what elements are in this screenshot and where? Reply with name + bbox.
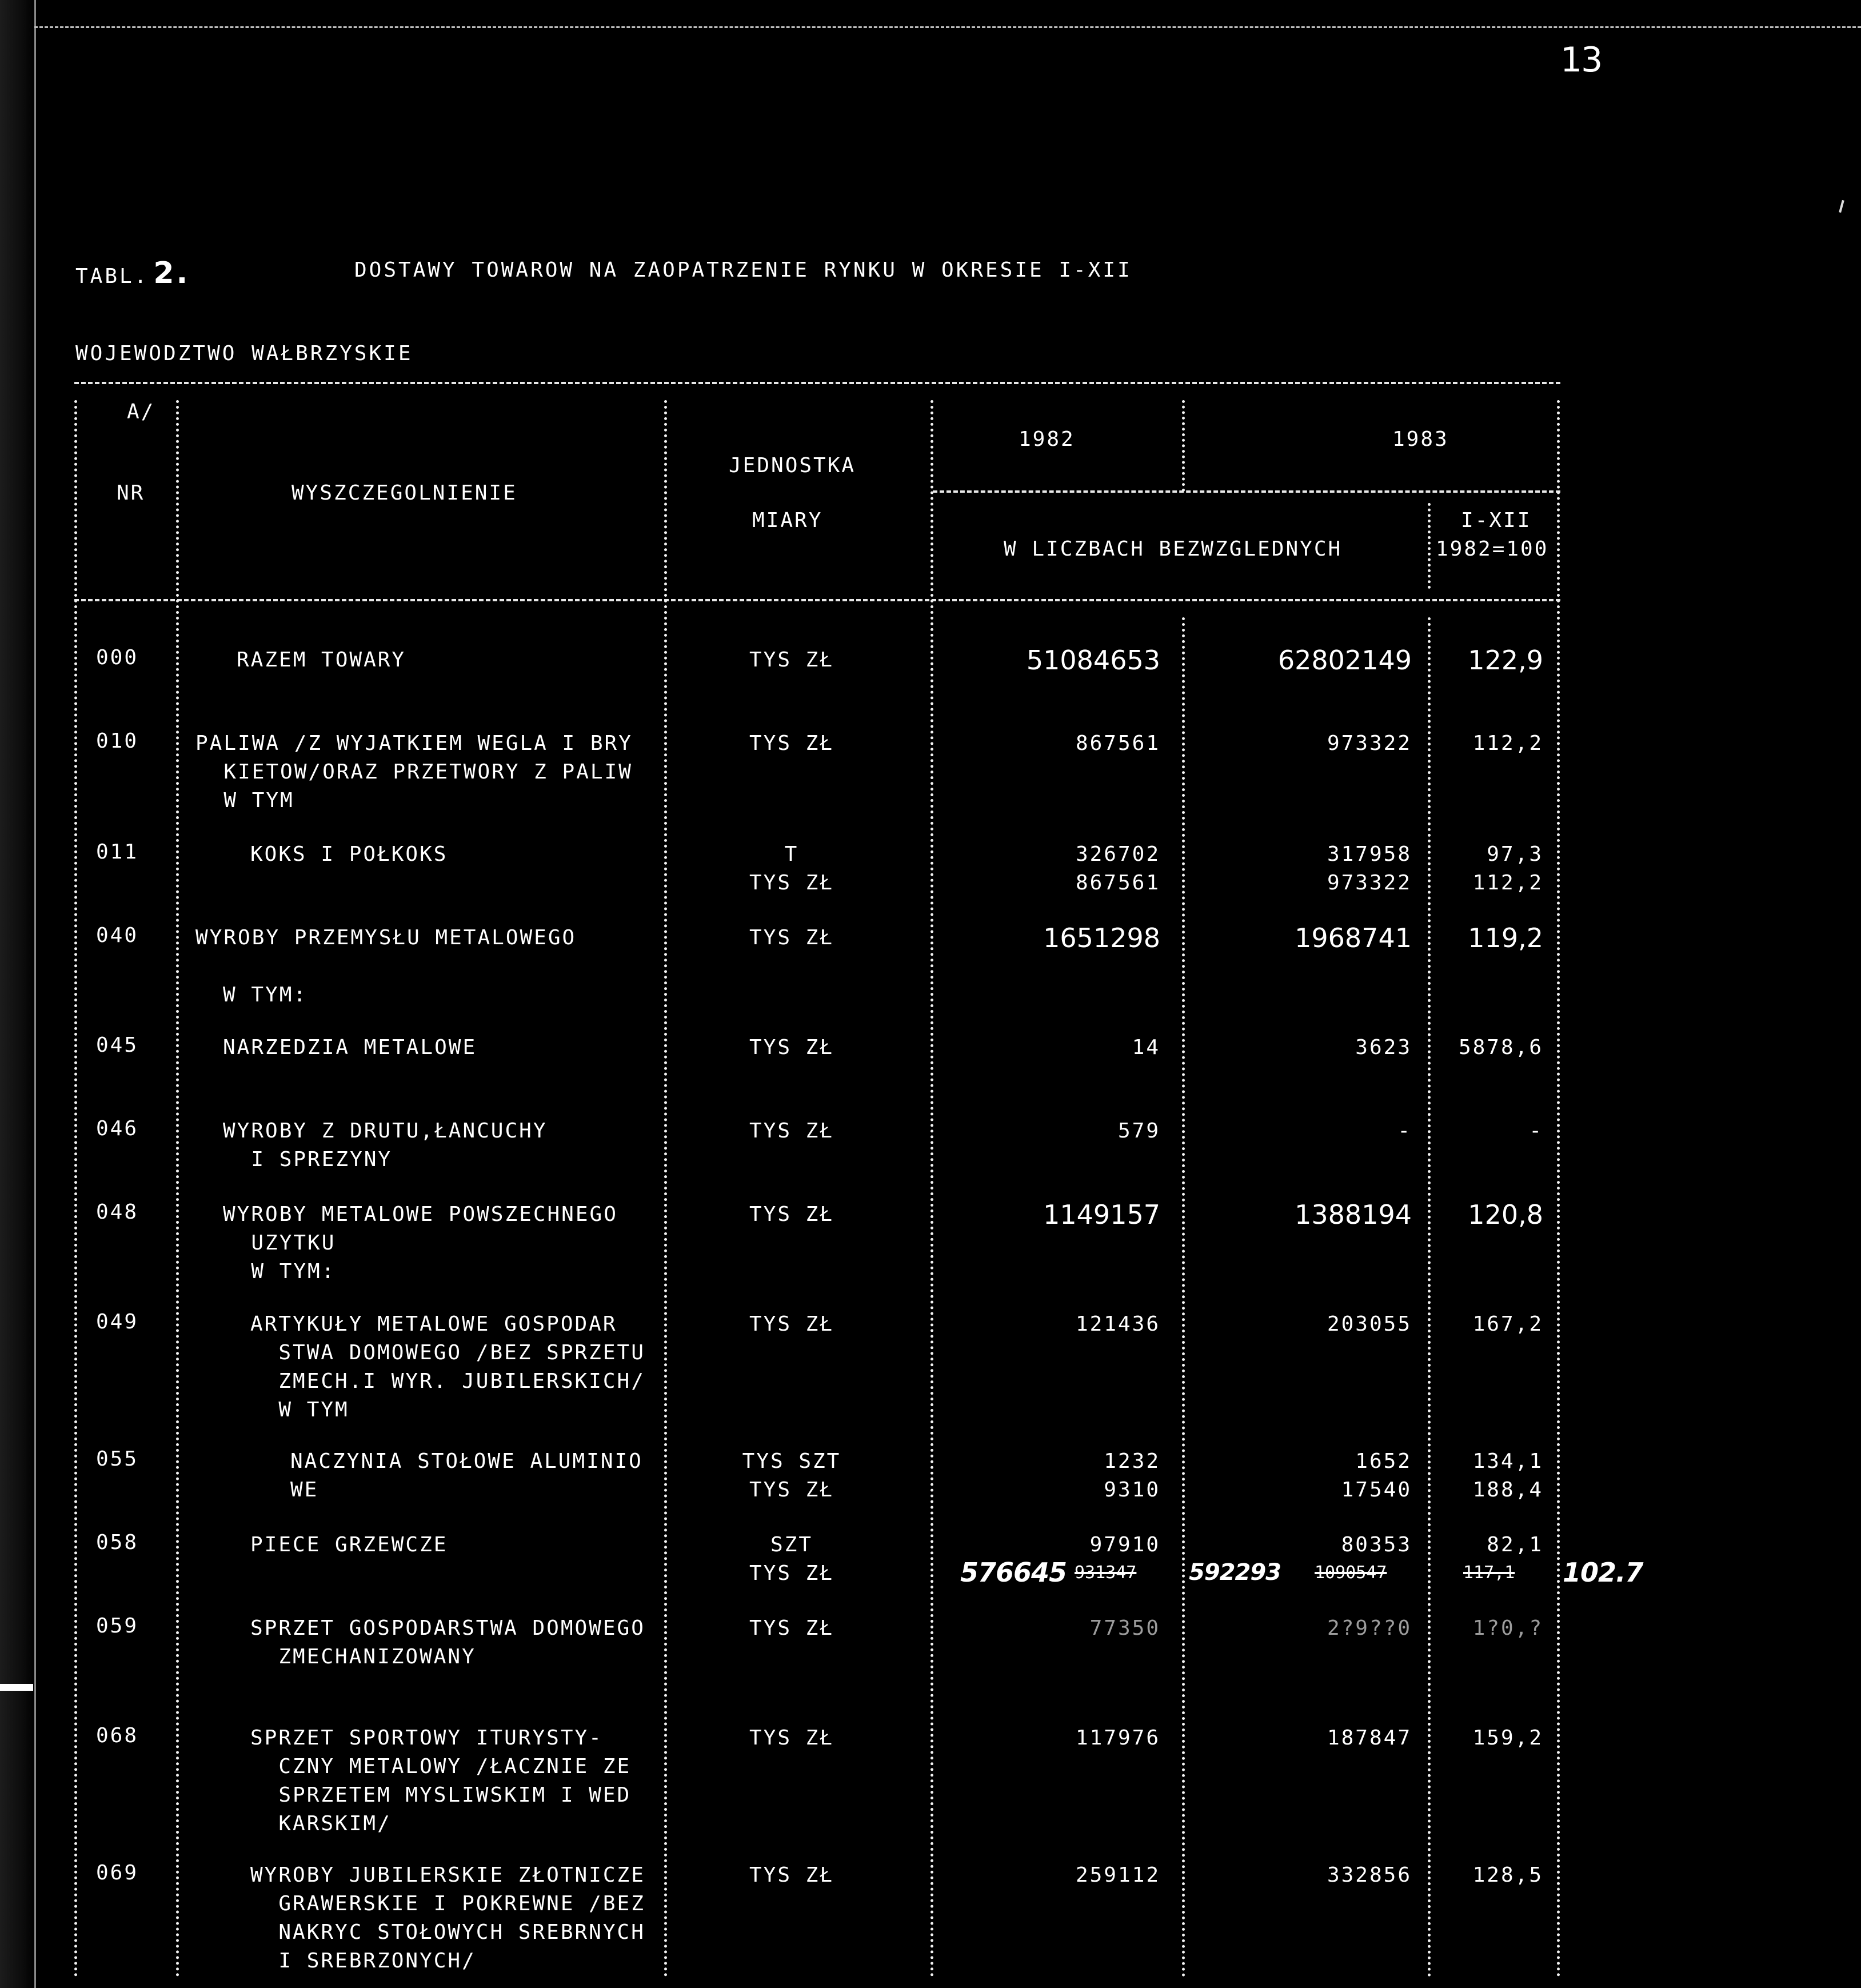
header-index-2: 1982=100 — [1436, 537, 1549, 561]
header-index-1: I-XII — [1461, 509, 1532, 532]
row-nr: 046 — [96, 1117, 139, 1140]
column-border-left — [74, 400, 77, 1978]
row-value-1982: 77350 — [1089, 1616, 1160, 1640]
row-index: 128,5 — [1472, 1863, 1543, 1887]
column-border-nr — [176, 400, 179, 1978]
header-nr-prefix: A/ — [127, 400, 155, 424]
row-unit: TYS ZŁ — [749, 1312, 834, 1336]
row-unit: SZT TYS ZŁ — [749, 1533, 834, 1585]
row-value-1983: 1652 17540 — [1341, 1450, 1412, 1502]
row-name: WYROBY METALOWE POWSZECHNEGO UZYTKU W TYM: — [223, 1203, 618, 1283]
row-name: KOKS I POŁKOKS — [250, 843, 448, 866]
row-nr: 069 — [96, 1861, 139, 1885]
row-index: 82,1 — [1487, 1533, 1543, 1556]
region-label: WOJEWODZTWO WAŁBRZYSKIE — [75, 342, 413, 365]
row-nr: 058 — [96, 1531, 139, 1554]
handwritten-correction-1983: 592293 — [1189, 1559, 1281, 1586]
row-nr: 059 — [96, 1614, 139, 1638]
header-name: WYSZCZEGOLNIENIE — [291, 481, 517, 505]
row-value-1982: 14 — [1132, 1036, 1160, 1059]
row-unit: TYS ZŁ — [749, 1119, 834, 1143]
row-value-1982: 259112 — [1075, 1863, 1160, 1887]
row-nr: 049 — [96, 1310, 139, 1334]
column-border-1982-header — [1182, 400, 1185, 492]
table-title-text: DOSTAWY TOWAROW NA ZAOPATRZENIE RYNKU W OKRESIE I-XII — [354, 258, 1132, 282]
page-number: 13 — [1560, 40, 1602, 80]
row-unit: TYS ZŁ — [749, 1036, 834, 1059]
left-margin-mark — [0, 1684, 33, 1691]
row-index: - — [1529, 1119, 1543, 1143]
header-unit-1: JEDNOSTKA — [729, 454, 856, 477]
row-nr: 055 — [96, 1447, 139, 1471]
row-name: SPRZET SPORTOWY ITURYSTY- CZNY METALOWY /ŁACZNIE ZE SPRZETEM MYSLIWSKIM I WED KARSKIM/ — [250, 1726, 632, 1835]
row-index: 167,2 — [1472, 1312, 1543, 1336]
row-name: W TYM: — [223, 983, 308, 1007]
row-index: 5878,6 — [1458, 1036, 1543, 1059]
row-value-1982: 117976 — [1075, 1726, 1160, 1750]
row-value-1983: 1388194 — [1295, 1199, 1412, 1230]
struck-value-1983: 1090547 — [1315, 1563, 1387, 1583]
row-unit: TYS ZŁ — [749, 1203, 834, 1226]
row-value-1982: 51084653 — [1026, 645, 1160, 676]
row-index: 159,2 — [1472, 1726, 1543, 1750]
row-index: 119,2 — [1468, 923, 1543, 953]
row-unit: TYS ZŁ — [749, 1726, 834, 1750]
top-rule — [74, 382, 1560, 384]
row-value-1983: 62802149 — [1277, 645, 1412, 676]
row-nr: 011 — [96, 840, 139, 864]
column-border-unit — [930, 400, 933, 1978]
row-nr: 048 — [96, 1200, 139, 1224]
row-nr: 000 — [96, 646, 139, 669]
handwritten-correction-index: 102.7 — [1563, 1557, 1643, 1588]
table-title — [75, 256, 1132, 290]
row-unit: T TYS ZŁ — [749, 843, 834, 895]
table-number: 2. — [153, 256, 190, 290]
header-year-divider — [933, 490, 1560, 493]
row-name: WYROBY JUBILERSKIE ZŁOTNICZE GRAWERSKIE I POKREWNE /BEZ NAKRYC STOŁOWYCH SREBRNYCH I SREBRZONYCH/ — [250, 1863, 645, 1973]
row-unit: TYS ZŁ — [749, 1863, 834, 1887]
pen-mark — [1839, 200, 1844, 213]
row-index: 1?0,? — [1472, 1616, 1543, 1640]
column-border-1982 — [1182, 617, 1185, 1978]
column-border-1983 — [1428, 617, 1431, 1978]
row-index: 112,2 — [1472, 732, 1543, 755]
row-value-1982: 97910 — [1089, 1533, 1160, 1556]
header-year-1983: 1983 — [1392, 428, 1449, 451]
row-name: WYROBY PRZEMYSŁU METALOWEGO — [195, 926, 577, 949]
row-value-1983: 317958 973322 — [1327, 843, 1412, 895]
row-unit: TYS SZT TYS ZŁ — [742, 1450, 841, 1502]
row-value-1982: 121436 — [1075, 1312, 1160, 1336]
row-value-1983: 973322 — [1327, 732, 1412, 755]
row-index: 120,8 — [1468, 1199, 1543, 1230]
row-index: 122,9 — [1468, 645, 1543, 676]
row-name: NACZYNIA STOŁOWE ALUMINIO WE — [290, 1450, 643, 1502]
column-border-name — [664, 400, 667, 1978]
header-nr: NR — [117, 481, 145, 505]
table-title-prefix: TABL. — [75, 265, 149, 288]
row-unit: TYS ZŁ — [749, 648, 834, 672]
row-name: NARZEDZIA METALOWE — [223, 1036, 477, 1059]
header-absolute: W LICZBACH BEZWZGLEDNYCH — [1004, 537, 1343, 561]
column-border-index-header — [1428, 503, 1431, 589]
row-name: ARTYKUŁY METALOWE GOSPODAR STWA DOMOWEGO /BEZ SPRZETU ZMECH.I WYR. JUBILERSKICH/ W TYM — [250, 1312, 645, 1422]
struck-index: 117,1 — [1463, 1563, 1515, 1583]
handwritten-correction-1982: 576645 — [960, 1557, 1067, 1588]
header-unit-2: MIARY — [752, 509, 823, 532]
row-nr: 068 — [96, 1724, 139, 1747]
row-name: RAZEM TOWARY — [237, 648, 406, 672]
row-value-1983: - — [1397, 1119, 1412, 1143]
column-border-right — [1557, 400, 1560, 1978]
row-nr: 045 — [96, 1033, 139, 1057]
row-value-1983: 187847 — [1327, 1726, 1412, 1750]
row-value-1982: 326702 867561 — [1075, 843, 1160, 895]
row-value-1982: 1232 9310 — [1104, 1450, 1160, 1502]
row-value-1983: 2?9??0 — [1327, 1616, 1412, 1640]
row-value-1983: 80353 — [1341, 1533, 1412, 1556]
row-name: SPRZET GOSPODARSTWA DOMOWEGO ZMECHANIZOWANY — [250, 1616, 645, 1668]
row-nr: 010 — [96, 729, 139, 753]
row-name: PALIWA /Z WYJATKIEM WEGLA I BRY KIETOW/ORAZ PRZETWORY Z PALIW W TYM — [195, 732, 633, 812]
row-index: 97,3 112,2 — [1472, 843, 1543, 895]
row-name: PIECE GRZEWCZE — [250, 1533, 448, 1556]
row-nr: 040 — [96, 924, 139, 947]
row-value-1983: 3623 — [1355, 1036, 1412, 1059]
row-name: WYROBY Z DRUTU,ŁANCUCHY I SPREZYNY — [223, 1119, 548, 1171]
row-value-1983: 332856 — [1327, 1863, 1412, 1887]
row-value-1982: 1651298 — [1043, 923, 1160, 953]
struck-value-1982: 931347 — [1075, 1563, 1137, 1583]
row-value-1983: 1968741 — [1295, 923, 1412, 953]
row-value-1982: 579 — [1117, 1119, 1160, 1143]
row-value-1983: 203055 — [1327, 1312, 1412, 1336]
row-index: 134,1 188,4 — [1472, 1450, 1543, 1502]
row-unit: TYS ZŁ — [749, 732, 834, 755]
header-year-1982: 1982 — [1019, 428, 1075, 451]
row-unit: TYS ZŁ — [749, 926, 834, 949]
row-unit: TYS ZŁ — [749, 1616, 834, 1640]
top-cut-strip — [34, 0, 1861, 28]
row-value-1982: 867561 — [1075, 732, 1160, 755]
row-value-1982: 1149157 — [1043, 1199, 1160, 1230]
header-bottom-rule — [74, 599, 1560, 601]
